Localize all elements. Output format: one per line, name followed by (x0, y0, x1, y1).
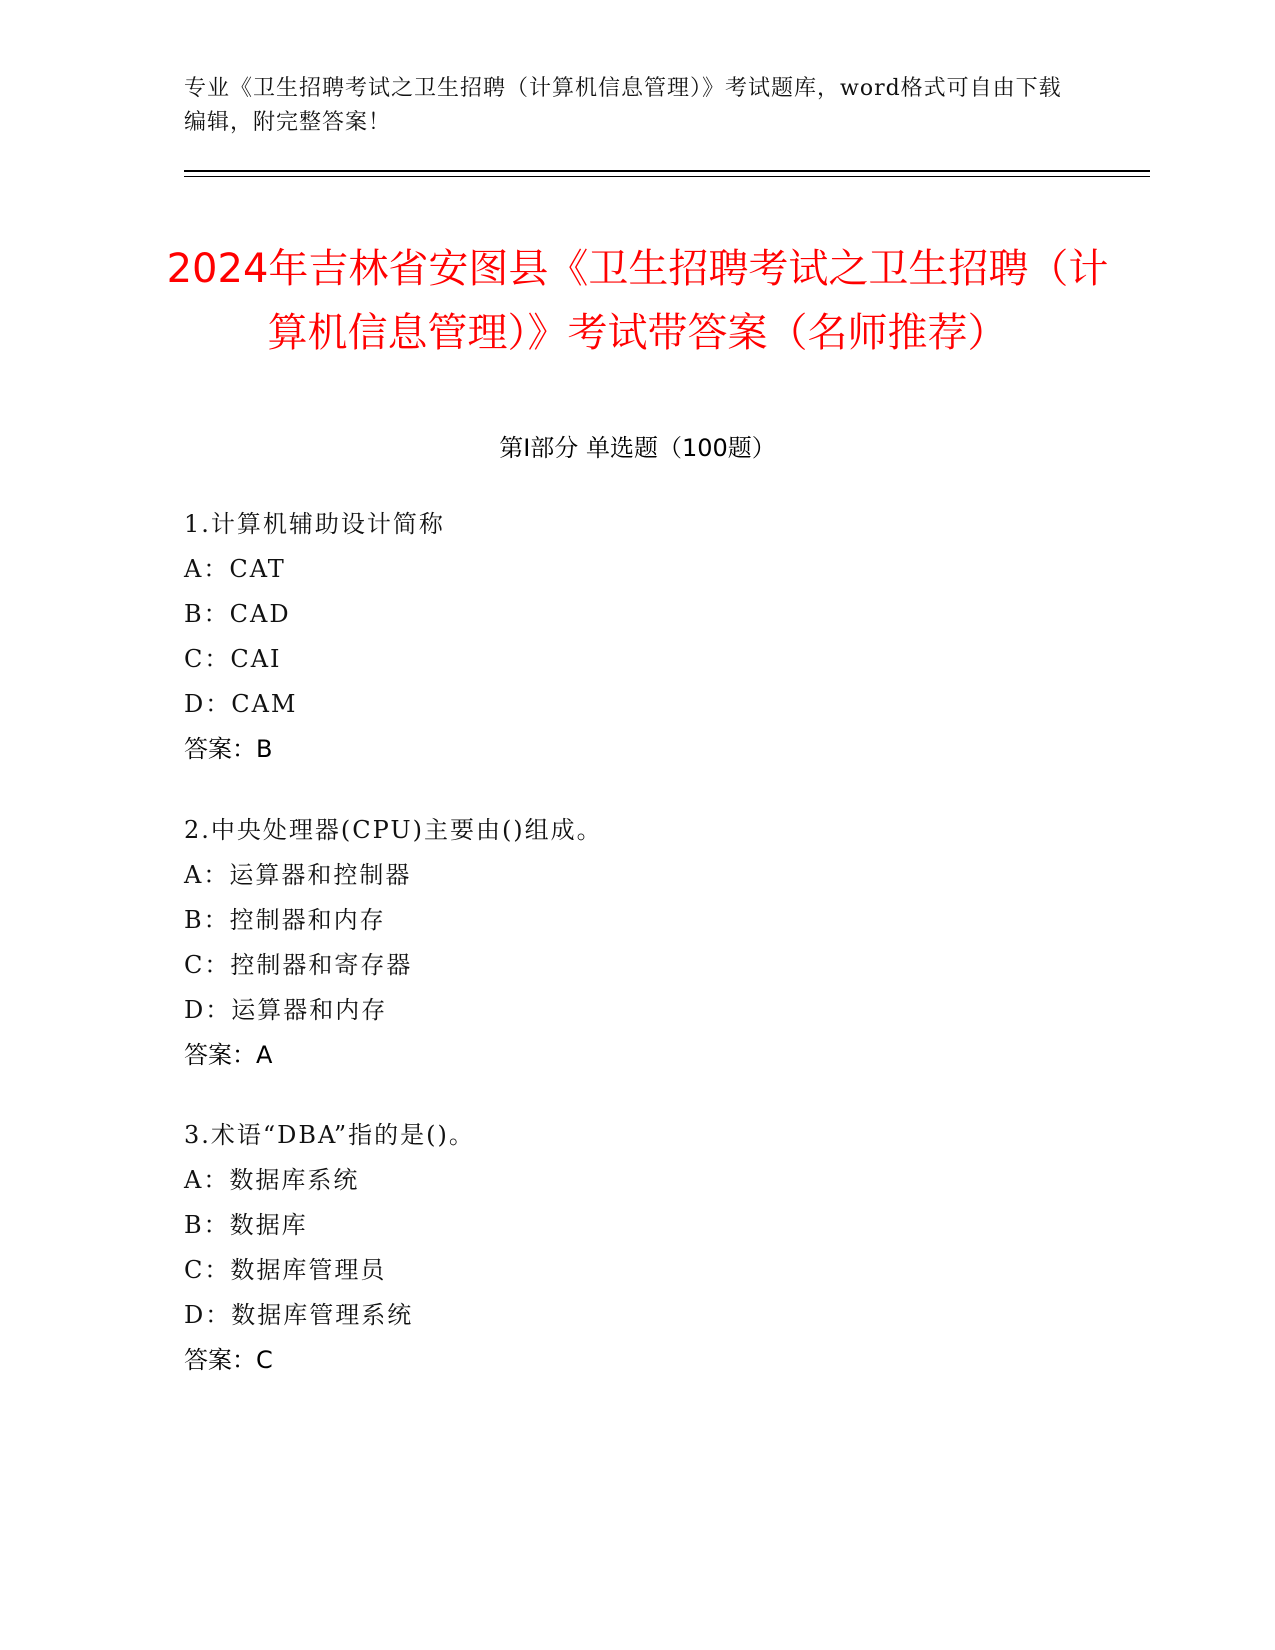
option-a: A：CAT (184, 555, 286, 583)
option-d: D：数据库管理系统 (184, 1301, 414, 1329)
option-b: B：CAD (184, 600, 291, 628)
option-c: C：CAI (184, 645, 282, 673)
header-divider-thick (184, 170, 1150, 172)
answer-line: 答案：C (184, 1346, 273, 1374)
question-block (184, 502, 1084, 772)
question-block (184, 1113, 1084, 1383)
question-stem: 1.计算机辅助设计简称 (184, 510, 445, 538)
question-block (184, 808, 1084, 1078)
question-stem: 3.术语“DBA”指的是()。 (184, 1121, 475, 1149)
option-c: C：数据库管理员 (184, 1256, 387, 1284)
section-heading: 第Ⅰ部分 单选题（100题） (499, 434, 776, 462)
answer-line: 答案：B (184, 735, 273, 763)
option-c: C：控制器和寄存器 (184, 951, 413, 979)
option-a: A：运算器和控制器 (184, 861, 412, 889)
option-d: D：CAM (184, 690, 298, 718)
header-note: 专业《卫生招聘考试之卫生招聘（计算机信息管理）》考试题库，word格式可自由下载编辑，附完整答案！ (184, 76, 1062, 135)
answer-line: 答案：A (184, 1041, 273, 1069)
header-divider-thin (184, 176, 1150, 177)
option-b: B：数据库 (184, 1211, 308, 1239)
question-stem: 2.中央处理器(CPU)主要由()组成。 (184, 816, 603, 844)
option-a: A：数据库系统 (184, 1166, 360, 1194)
document-title: 2024年吉林省安图县《卫生招聘考试之卫生招聘（计算机信息管理）》考试带答案（名师推荐） (166, 245, 1109, 356)
option-b: B：控制器和内存 (184, 906, 386, 934)
option-d: D：运算器和内存 (184, 996, 388, 1024)
